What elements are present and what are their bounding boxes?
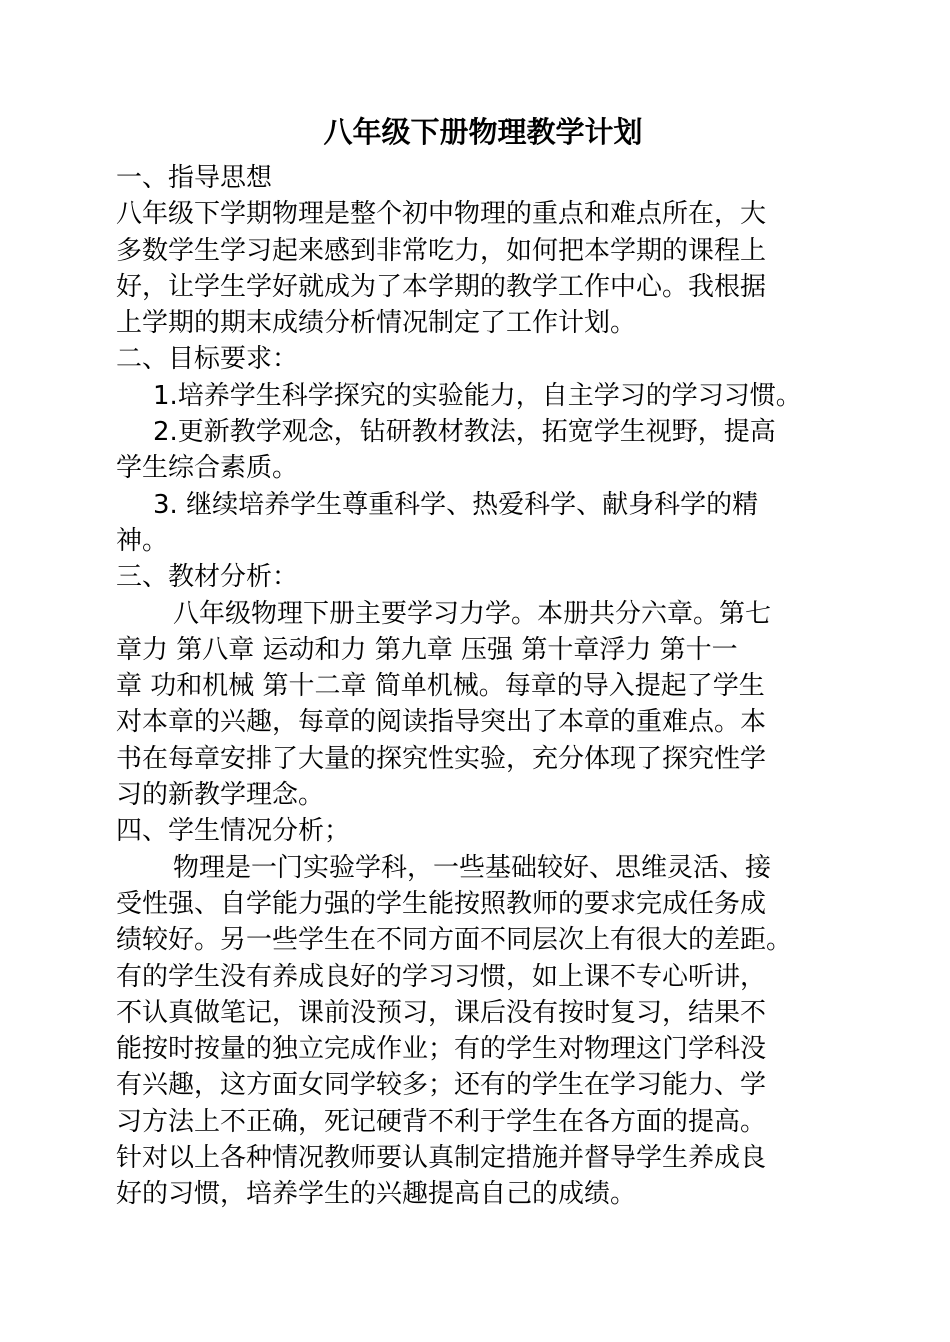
paragraph-line: 物理是一门实验学科，一些基础较好、思维灵活、接 [173, 852, 772, 883]
paragraph-line: 章力 第八章 运动和力 第九章 压强 第十章浮力 第十一 [116, 634, 738, 665]
paragraph-line: 有兴趣，这方面女同学较多；还有的学生在学习能力、学 [116, 1070, 767, 1101]
paragraph-line: 有的学生没有养成良好的学习习惯，如上课不专心听讲， [116, 961, 767, 992]
paragraph-line: 2.更新教学观念，钻研教材教法，拓宽学生视野，提高 [153, 417, 776, 448]
section-heading: 二、目标要求： [116, 344, 299, 375]
paragraph-line: 学生综合素质。 [116, 453, 299, 484]
paragraph-line: 多数学生学习起来感到非常吃力，如何把本学期的课程上 [116, 235, 767, 266]
paragraph-line: 受性强、自学能力强的学生能按照教师的要求完成任务成 [116, 888, 767, 919]
paragraph-line: 对本章的兴趣，每章的阅读指导突出了本章的重难点。本 [116, 707, 767, 738]
document-body [116, 160, 876, 1213]
paragraph-line: 好，让学生学好就成为了本学期的教学工作中心。我根据 [116, 271, 767, 302]
paragraph-line: 好的习惯，培养学生的兴趣提高自己的成绩。 [116, 1179, 637, 1210]
paragraph-line: 1.培养学生科学探究的实验能力，自主学习的学习习惯。 [153, 380, 802, 411]
paragraph-line: 八年级物理下册主要学习力学。本册共分六章。第七 [173, 598, 772, 629]
section-heading: 四、学生情况分析； [116, 816, 351, 847]
paragraph-line: 习方法上不正确，死记硬背不利于学生在各方面的提高。 [116, 1106, 767, 1137]
paragraph-line: 3. 继续培养学生尊重科学、热爱科学、献身科学的精 [153, 489, 759, 520]
paragraph-line: 不认真做笔记，课前没预习，课后没有按时复习，结果不 [116, 997, 767, 1028]
paragraph-line: 八年级下学期物理是整个初中物理的重点和难点所在，大 [116, 199, 767, 230]
paragraph-line: 神。 [116, 525, 169, 556]
paragraph-line: 书在每章安排了大量的探究性实验，充分体现了探究性学 [116, 743, 767, 774]
paragraph-line: 习的新教学理念。 [116, 780, 325, 811]
paragraph-line: 绩较好。另一些学生在不同方面不同层次上有很大的差距。 [116, 925, 793, 956]
section-heading: 三、教材分析： [116, 562, 299, 593]
paragraph-line: 能按时按量的独立完成作业；有的学生对物理这门学科没 [116, 1034, 767, 1065]
paragraph-line: 章 功和机械 第十二章 简单机械。每章的导入提起了学生 [116, 671, 765, 702]
document-title: 八年级下册物理教学计划 [323, 115, 643, 149]
paragraph-line: 针对以上各种情况教师要认真制定措施并督导学生养成良 [116, 1143, 767, 1174]
section-heading: 一、指导思想 [116, 163, 273, 193]
paragraph-line: 上学期的期末成绩分析情况制定了工作计划。 [116, 308, 637, 339]
